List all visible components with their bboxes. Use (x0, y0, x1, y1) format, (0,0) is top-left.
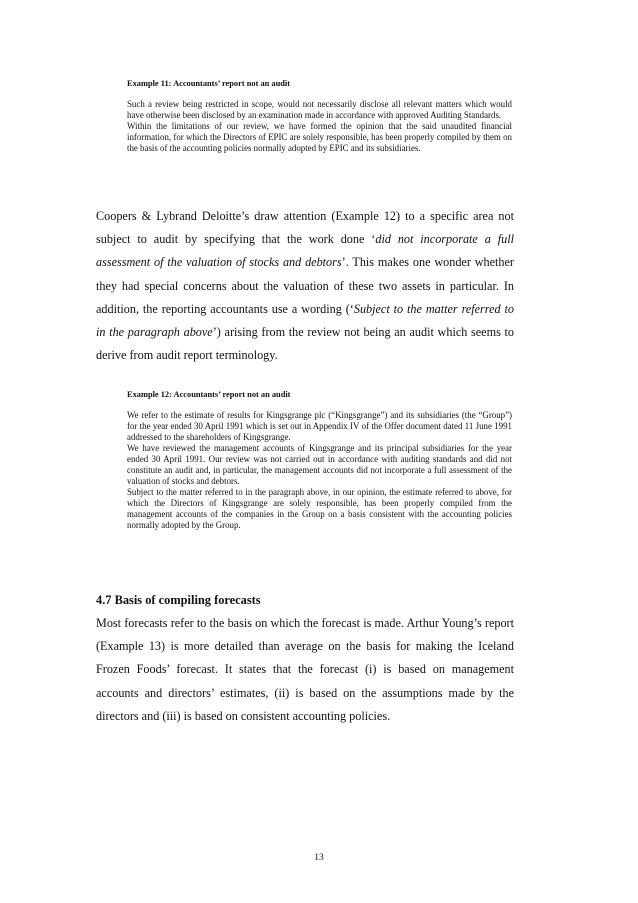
body-paragraph-forecasts: Most forecasts refer to the basis on which the forecast is made. Arthur Young’s report (Example 13) is more detailed than average on the basis for making the Iceland Frozen Foods’ forecast. It states that the forecast (i) is based on management accounts and directors’ estimates, (ii) is based on the assumptions made by the directors and (iii) is based on consistent accounting policies. (96, 616, 514, 723)
example-12-paragraph-2: We have reviewed the management accounts of Kingsgrange and its principal subsidiaries for the year ended 30 April 1991. Our review was not carried out in accordance with auditing standards and did not constitute an audit and, in particular, the management accounts did not incorporate a full assessment of the valuation of stocks and debtors. (127, 443, 512, 486)
page-number: 13 (314, 853, 324, 863)
body-text-run: ’. This makes one wonder whether they had special concerns about the valuation of these two assets in particular. In addition, the reporting accountants use a wording (‘ (96, 255, 514, 316)
body-text-run: ’) arising from the review not being an audit which seems to derive from audit report terminology. (96, 325, 514, 363)
example-11-title: Example 11: Accountants’ report not an audit (127, 79, 291, 88)
example-12-paragraph-1: We refer to the estimate of results for Kingsgrange plc (“Kingsgrange”) and its subsidiaries (the “Group”) for the year ended 30 April 1991 which is set out in Appendix IV of the Offer document dated 11 June 1991 addressed to the shareholders of Kingsgrange. (127, 410, 512, 442)
example-11-paragraph-2: Within the limitations of our review, we have formed the opinion that the said unaudited financial information, for which the Directors of EPIC are solely responsible, has been properly compiled by them on the basis of the accounting policies normally adopted by EPIC and its subsidiaries. (127, 121, 512, 153)
body-text-run: Coopers & Lybrand Deloitte’s draw attention (Example 12) to a specific area not subject to audit by specifying that the work done ‘ (96, 209, 514, 247)
example-11-paragraph-1: Such a review being restricted in scope, would not necessarily disclose all relevant matters which would have otherwise been disclosed by an examination made in accordance with approved Auditing Standards. (127, 99, 512, 120)
example-12-title: Example 12: Accountants’ report not an audit (127, 390, 291, 399)
body-italic-quote: Subject to the matter referred to in the paragraph above (96, 301, 514, 340)
body-paragraph-coopers (96, 205, 514, 367)
body-italic-quote: did not incorporate a full assessment of the valuation of stocks and debtors (96, 232, 514, 270)
example-12-paragraph-3: Subject to the matter referred to in the paragraph above, in our opinion, the estimate referred to above, for which the Directors of Kingsgrange are solely responsible, has been properly compiled from the management accounts of the companies in the Group on a basis consistent with the accounting policies normally adopted by the Group. (127, 487, 512, 530)
section-heading: 4.7 Basis of compiling forecasts (96, 593, 261, 607)
example-11-box (127, 78, 512, 154)
example-12-box (127, 389, 512, 531)
